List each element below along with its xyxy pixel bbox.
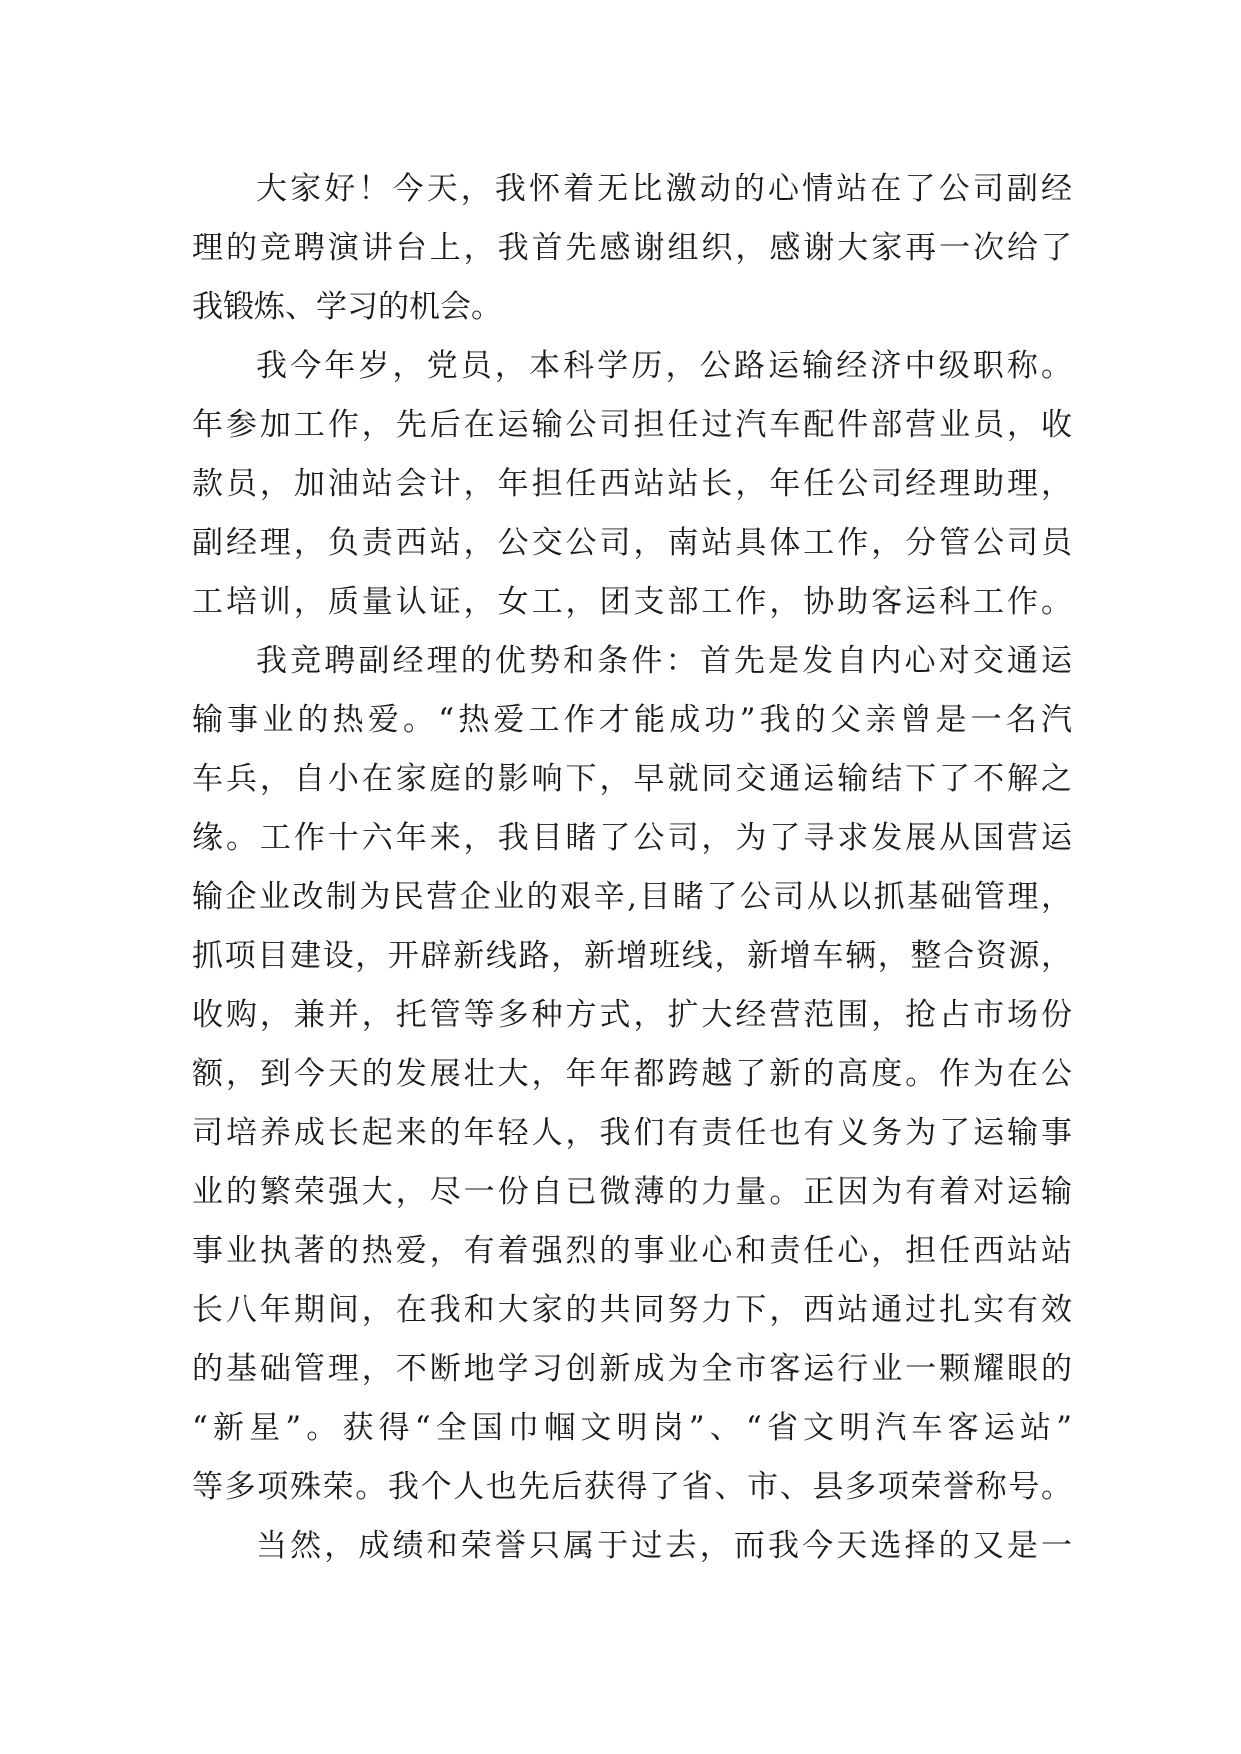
text-line: 长八年期间，在我和大家的共同努力下，西站通过扎实有效 bbox=[192, 1292, 1072, 1328]
text-line: 我今年岁，党员，本科学历，公路运输经济中级职称。 bbox=[256, 348, 1072, 384]
text-line: 收购，兼并，托管等多种方式，扩大经营范围，抢占市场份 bbox=[192, 997, 1072, 1033]
text-line: 款员，加油站会计，年担任西站站长，年任公司经理助理， bbox=[192, 466, 1072, 502]
text-line: 我竞聘副经理的优势和条件：首先是发自内心对交通运 bbox=[256, 643, 1072, 679]
text-line: 理的竞聘演讲台上，我首先感谢组织，感谢大家再一次给了 bbox=[192, 230, 1072, 266]
paragraph-2 bbox=[192, 337, 1072, 632]
text-line: 的基础管理，不断地学习创新成为全市客运行业一颗耀眼的 bbox=[192, 1351, 1072, 1387]
text-line: 司培养成长起来的年轻人，我们有责任也有义务为了运输事 bbox=[192, 1115, 1072, 1151]
paragraph-4 bbox=[192, 1517, 1072, 1576]
text-line: 等多项殊荣。我个人也先后获得了省、市、县多项荣誉称号。 bbox=[192, 1469, 1072, 1505]
text-line: 缘。工作十六年来，我目睹了公司，为了寻求发展从国营运 bbox=[192, 820, 1072, 856]
text-line: “新星”。获得“全国巾帼文明岗”、“省文明汽车客运站” bbox=[192, 1410, 1072, 1446]
paragraph-1 bbox=[192, 160, 1072, 337]
paragraph-3 bbox=[192, 632, 1072, 1517]
text-line: 业的繁荣强大，尽一份自已微薄的力量。正因为有着对运输 bbox=[192, 1174, 1072, 1210]
text-line: 当然，成绩和荣誉只属于过去，而我今天选择的又是一 bbox=[256, 1528, 1072, 1564]
text-line: 输企业改制为民营企业的艰辛,目睹了公司从以抓基础管理， bbox=[192, 879, 1072, 915]
text-line: 输事业的热爱。“热爱工作才能成功”我的父亲曾是一名汽 bbox=[192, 702, 1072, 738]
speech-text bbox=[192, 160, 1072, 1576]
text-line: 事业执著的热爱，有着强烈的事业心和责任心，担任西站站 bbox=[192, 1233, 1072, 1269]
text-line: 我锻炼、学习的机会。 bbox=[192, 289, 502, 325]
text-line: 抓项目建设，开辟新线路，新增班线，新增车辆，整合资源， bbox=[192, 938, 1072, 974]
text-line: 大家好！今天，我怀着无比激动的心情站在了公司副经 bbox=[256, 171, 1072, 207]
text-line: 车兵，自小在家庭的影响下，早就同交通运输结下了不解之 bbox=[192, 761, 1072, 797]
text-line: 额，到今天的发展壮大，年年都跨越了新的高度。作为在公 bbox=[192, 1056, 1072, 1092]
text-line: 工培训，质量认证，女工，团支部工作，协助客运科工作。 bbox=[192, 584, 1072, 620]
text-line: 副经理，负责西站，公交公司，南站具体工作，分管公司员 bbox=[192, 525, 1072, 561]
text-line: 年参加工作，先后在运输公司担任过汽车配件部营业员，收 bbox=[192, 407, 1072, 443]
